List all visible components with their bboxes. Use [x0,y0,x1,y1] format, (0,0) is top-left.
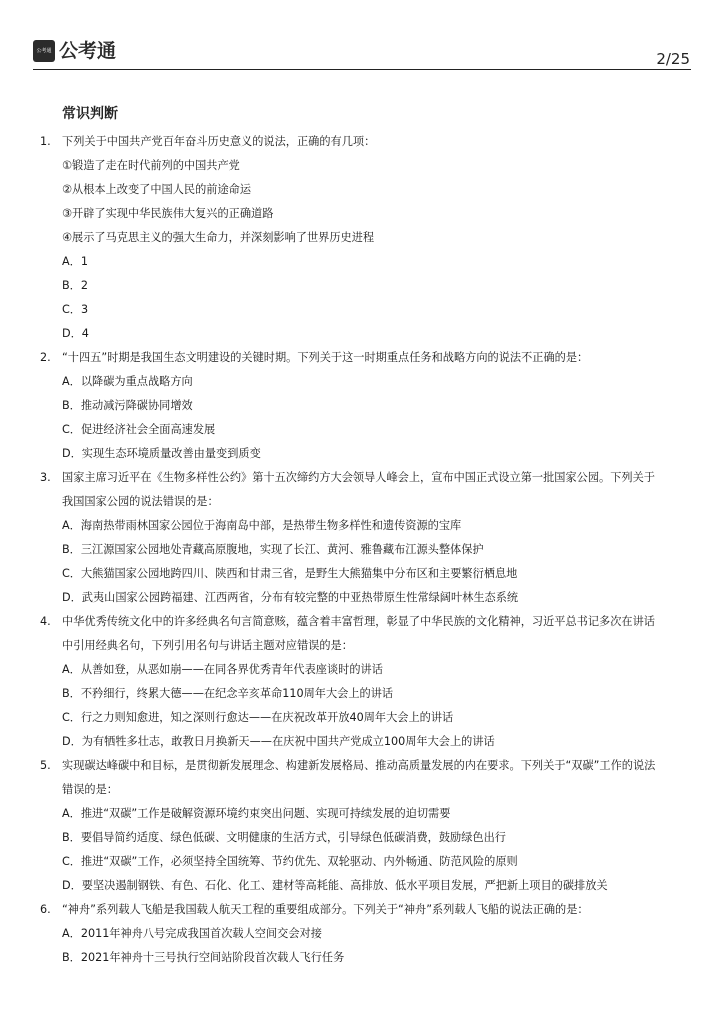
logo-text: 公考通 [59,40,117,62]
answer-option[interactable]: B．2021年神舟十三号执行空间站阶段首次载人飞行任务 [62,951,345,964]
page-header [0,0,724,72]
question-stem: 国家主席习近平在《生物多样性公约》第十五次缔约方大会领导人峰会上，宣布中国正式设立第一批国家公园。下列关于 [62,471,655,484]
answer-option[interactable]: C．推进“双碳”工作，必须坚持全国统筹、节约优先、双轮驱动、内外畅通、防范风险的原则 [62,855,518,868]
answer-option[interactable]: B．推动减污降碳协同增效 [62,399,193,412]
answer-option[interactable]: B．三江源国家公园地处青藏高原腹地，实现了长江、黄河、雅鲁藏布江源头整体保护 [62,543,484,556]
page-number: 2/25 [656,50,690,68]
answer-option[interactable]: B．要倡导简约适度、绿色低碳、文明健康的生活方式，引导绿色低碳消费，鼓励绿色出行 [62,831,506,844]
header-divider [33,69,691,70]
answer-option[interactable]: D．4 [62,327,89,340]
question-item: ③开辟了实现中华民族伟大复兴的正确道路 [62,207,274,220]
question-item: ④展示了马克思主义的强大生命力，并深刻影响了世界历史进程 [62,231,375,244]
answer-option[interactable]: C．促进经济社会全面高速发展 [62,423,216,436]
question-number: 4. [40,615,51,628]
answer-option[interactable]: A．海南热带雨林国家公园位于海南岛中部，是热带生物多样性和遗传资源的宝库 [62,519,462,532]
question-item: ②从根本上改变了中国人民的前途命运 [62,183,252,196]
question-stem: 下列关于中国共产党百年奋斗历史意义的说法，正确的有几项： [62,135,376,148]
logo-icon: 公考通 [33,40,55,62]
question-stem: “神舟”系列载人飞船是我国载人航天工程的重要组成部分。下列关于“神舟”系列载人飞船的说法正确的是： [62,903,589,916]
question-stem: 实现碳达峰碳中和目标，是贯彻新发展理念、构建新发展格局、推动高质量发展的内在要求。下列关于“双碳”工作的说法 [62,759,656,772]
answer-option[interactable]: D．为有牺牲多壮志，敢教日月换新天——在庆祝中国共产党成立100周年大会上的讲话 [62,735,495,748]
question-stem: 中引用经典名句，下列引用名句与讲话主题对应错误的是： [62,639,353,652]
answer-option[interactable]: D．实现生态环境质量改善由量变到质变 [62,447,261,460]
question-item: ①锻造了走在时代前列的中国共产党 [62,159,240,172]
question-number: 3. [40,471,51,484]
question-stem: 我国国家公园的说法错误的是： [62,495,219,508]
answer-option[interactable]: D．要坚决遏制钢铁、有色、石化、化工、建材等高耗能、高排放、低水平项目发展，严把新上项目的碳排放关 [62,879,608,892]
question-number: 5. [40,759,51,772]
question-number: 2. [40,351,51,364]
answer-option[interactable]: C．3 [62,303,89,316]
answer-option[interactable]: A．从善如登，从恶如崩——在同各界优秀青年代表座谈时的讲话 [62,663,383,676]
answer-option[interactable]: A．以降碳为重点战略方向 [62,375,193,388]
question-stem: 错误的是： [62,783,118,796]
answer-option[interactable]: A．2011年神舟八号完成我国首次载人空间交会对接 [62,927,322,940]
answer-option[interactable]: A．1 [62,255,88,268]
question-stem: “十四五”时期是我国生态文明建设的关键时期。下列关于这一时期重点任务和战略方向的说法不正确的是： [62,351,589,364]
section-title: 常识判断 [62,106,118,122]
answer-option[interactable]: A．推进“双碳”工作是破解资源环境约束突出问题、实现可持续发展的迫切需要 [62,807,451,820]
answer-option[interactable]: C．行之力则知愈进，知之深则行愈达——在庆祝改革开放40周年大会上的讲话 [62,711,454,724]
question-stem: 中华优秀传统文化中的许多经典名句言简意赅，蕴含着丰富哲理，彰显了中华民族的文化精神，习近平总书记多次在讲话 [62,615,655,628]
question-number: 6. [40,903,51,916]
answer-option[interactable]: C．大熊猫国家公园地跨四川、陕西和甘肃三省，是野生大熊猫集中分布区和主要繁衍栖息地 [62,567,518,580]
question-number: 1. [40,135,51,148]
answer-option[interactable]: B．2 [62,279,88,292]
answer-option[interactable]: B．不矜细行，终累大德——在纪念辛亥革命110周年大会上的讲话 [62,687,394,700]
answer-option[interactable]: D．武夷山国家公园跨福建、江西两省，分布有较完整的中亚热带原生性常绿阔叶林生态系统 [62,591,519,604]
